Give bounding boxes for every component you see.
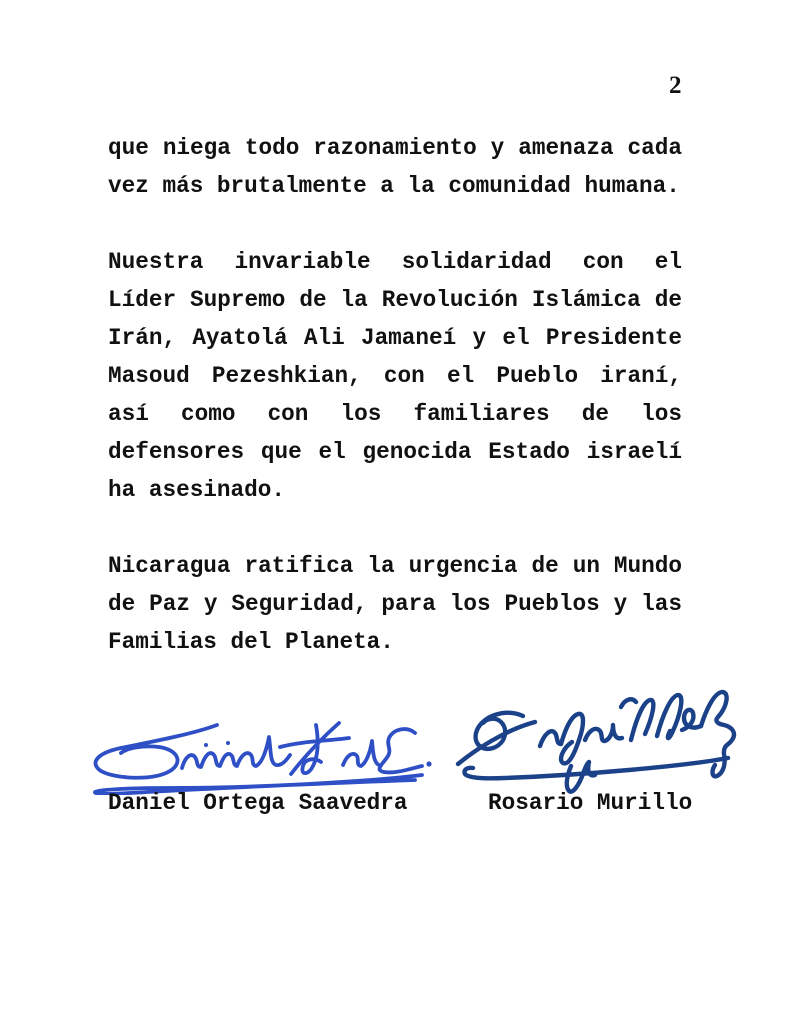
body-line: de Paz y Seguridad, para los Pueblos y las	[108, 591, 682, 617]
body-line: vez más brutalmente a la comunidad humana.	[108, 173, 680, 199]
paragraph-3	[108, 547, 682, 661]
signatory-name-left: Daniel Ortega Saavedra	[108, 790, 408, 816]
body-line: que niega todo razonamiento y amenaza cada	[108, 135, 682, 161]
body-line: Nicaragua ratifica la urgencia de un Mundo	[108, 553, 682, 579]
body-line: Irán, Ayatolá Ali Jamaneí y el Presidente	[108, 325, 682, 351]
document-body	[108, 129, 682, 661]
page-number: 2	[669, 72, 682, 99]
paragraph-2	[108, 243, 682, 509]
body-line: así como con los familiares de los	[108, 401, 682, 427]
body-line: Nuestra invariable solidaridad con el	[108, 249, 682, 275]
body-line: Masoud Pezeshkian, con el Pueblo iraní,	[108, 363, 682, 389]
ortega-signature-icon	[85, 695, 435, 795]
paragraph-1	[108, 129, 682, 205]
body-line: Líder Supremo de la Revolución Islámica de	[108, 287, 682, 313]
body-line: defensores que el genocida Estado israelí	[108, 439, 682, 465]
body-line: Familias del Planeta.	[108, 629, 394, 655]
body-line: ha asesinado.	[108, 477, 285, 503]
signatory-name-right: Rosario Murillo	[488, 790, 693, 816]
